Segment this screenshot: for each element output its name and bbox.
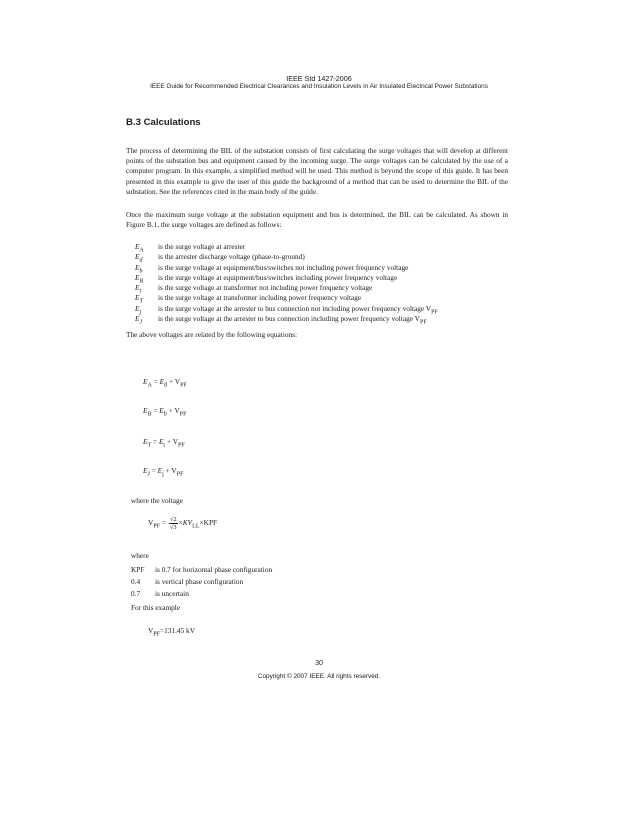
definition-symbol: $E_A$ (135, 242, 144, 254)
definition-symbol: $E_J$ (135, 314, 143, 326)
definition-text: is the surge voltage at the arrester to bus connection not including power frequency voltage $V_{PF}$ (158, 303, 438, 316)
example-label: For this example (131, 603, 181, 612)
list-item: KPF is 0.7 for horizontal phase configuration (131, 565, 273, 574)
equations-intro: The above voltages are related by the following equations: (126, 330, 298, 339)
definition-symbol: $E_d$ (135, 252, 143, 264)
definition-list (135, 242, 438, 324)
list-item: 0.7 is uncertain (131, 588, 189, 598)
definition-item (135, 263, 438, 273)
definition-text: is the surge voltage at transformer not including power frequency voltage (158, 283, 373, 293)
definition-text: is the arrester discharge voltage (phase-to-ground) (158, 252, 305, 262)
standard-number: IEEE Std 1427-2006 (286, 74, 352, 83)
copyright-notice: Copyright © 2007 IEEE. All rights reserved. (257, 673, 381, 680)
definition-symbol: $E_j$ (135, 303, 142, 316)
definition-text: is the surge voltage at transformer including power frequency voltage (158, 293, 362, 303)
definition-item (135, 283, 438, 293)
vpf-equation: $V_{PF}$ = $\frac{√2}{√3}$ $\times KV_{LL}\times KPF$ (148, 516, 218, 531)
definition-symbol: $E_b$ (135, 262, 143, 275)
equation-et: $E_T = E_t + V_{PF}$ (143, 437, 185, 449)
section-heading: B.3 Calculations (126, 117, 201, 128)
definition-text: is the surge voltage at arrester (158, 242, 246, 251)
definition-text: is the surge voltage at equipment/bus/switches not including power frequency voltage (158, 262, 409, 272)
equation-ej: $E_J = E_j + V_{PF}$ (143, 466, 184, 478)
definition-text: is the surge voltage at equipment/bus/switches including power frequency voltage (158, 272, 398, 282)
kpf-list (131, 564, 272, 599)
where-voltage-label: where the voltage (131, 496, 183, 505)
equation-ea: $E_A = E_d + V_{PF}$ (143, 377, 187, 389)
definition-item (135, 304, 438, 314)
guide-title: IEEE Guide for Recommended Electrical Clearances and Insulation Levels in Air Insulated Electrical Power Substations (150, 83, 488, 90)
where-label: where (131, 551, 149, 560)
definition-symbol: $E_B$ (135, 272, 144, 285)
definition-item (135, 314, 438, 324)
vpf-result: $V_{PF}=131.45$ kV (148, 626, 195, 638)
definition-symbol: $E_t$ (135, 283, 142, 295)
definition-item (135, 293, 438, 303)
equation-eb: $E_B = E_b + V_{PF}$ (143, 406, 187, 418)
definition-symbol: $E_T$ (135, 293, 143, 305)
intro-paragraph: The process of determining the BIL of the substation consists of first calculating the surge voltages that will develop at different points of the substation bus and equipment caused by the incoming surge. The surge voltages can be calculated by the use of a computer program. In this example, a simplified method will be used. This method is beyond the scope of this guide. It has been presented in this example to give the user of this guide the background of a method that can be used to determine the BIL of the substation. See the references cited in the main body of the guide. (126, 146, 508, 196)
list-item: 0.4 is vertical phase configuration (131, 576, 244, 586)
definition-text: is the surge voltage at the arrester to bus connection including power frequency voltage $V_{PF}$ (158, 314, 427, 326)
surge-definition-paragraph: Once the maximum surge voltage at the substation equipment and bus is determined, the BIL can be calculated. As shown in Figure B.1, the surge voltages are defined as follows: (126, 210, 508, 230)
sqrt-fraction: $\frac{√2}{√3}$ (169, 516, 177, 531)
definition-item (135, 252, 438, 262)
page-number: 30 (315, 660, 323, 667)
definition-item (135, 273, 438, 283)
definition-item (135, 242, 438, 252)
